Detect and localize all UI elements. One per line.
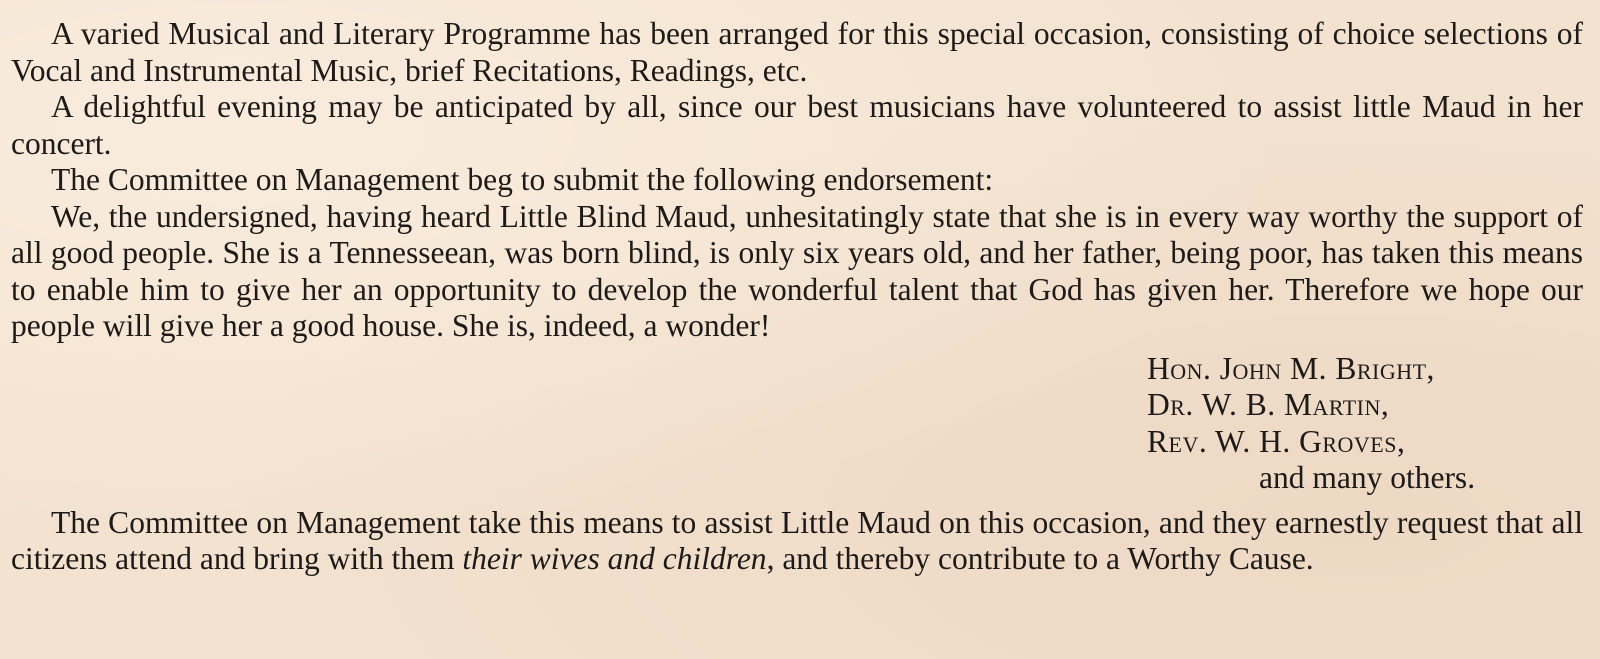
- signer-bright: Hon. John M. Bright,: [1147, 350, 1435, 386]
- signature-block: [11, 351, 1583, 497]
- signer-martin: Dr. W. B. Martin,: [1147, 387, 1390, 422]
- evening-paragraph: A delightful evening may be anticipated by all, since our best musicians have volunteered to assist little Maud in her concert.: [11, 89, 1583, 161]
- committee-intro-paragraph: The Committee on Management beg to submit the following endorsement:: [51, 162, 994, 197]
- programme-paragraph: A varied Musical and Literary Programme has been arranged for this special occasion, consisting of choice selections of Vocal and Instrumental Music, brief Recitations, Readings, etc.: [11, 16, 1583, 88]
- closing-text-end: , and thereby contribute to a Worthy Cause.: [766, 541, 1314, 576]
- closing-paragraph: [11, 505, 1583, 578]
- signer-others: and many others.: [1259, 460, 1476, 495]
- document-body: [11, 16, 1583, 578]
- signer-groves: Rev. W. H. Groves,: [1147, 423, 1406, 459]
- endorsement-paragraph: We, the undersigned, having heard Little Blind Maud, unhesitatingly state that she is in every way worthy the support of all good people. She is a Tennesseean, was born blind, is only six years old, and her father, being poor, has taken this means to enable him to give her an opportunity to develop the wonderful talent that God has given her. Therefore we hope our people will give her a good house. She is, indeed, a wonder!: [11, 198, 1583, 343]
- closing-text-start: The Committee on Management take this means to assist Little Maud on this occasion, and they earnestly request that all citizens attend and bring with them: [11, 504, 1583, 576]
- closing-emphasis: their wives and children: [462, 541, 767, 576]
